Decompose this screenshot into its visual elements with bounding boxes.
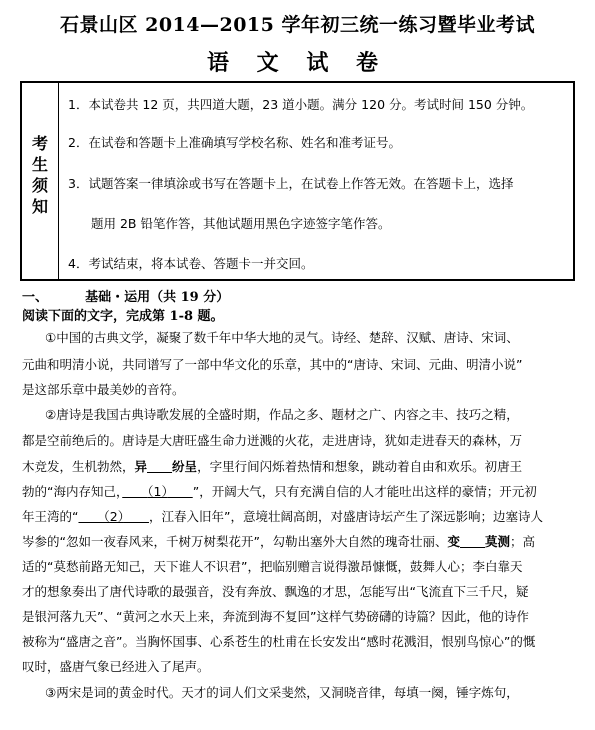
blank-2-label: （2）	[103, 509, 124, 524]
exam-title: 石景山区 2014—2015 学年初三统一练习暨毕业考试	[60, 14, 535, 36]
passage-line	[22, 482, 537, 500]
passage-line: 被称为“盛唐之音”。当胸怀国事、心系苍生的杜甫在长安发出“感时花溅泪，恨别鸟惊心”的慨	[22, 634, 536, 649]
section-heading	[22, 286, 229, 305]
blank-1	[122, 484, 192, 499]
candidate-notice-box	[20, 81, 575, 281]
blank	[147, 459, 172, 474]
notice-item-3-cont: 题用 2B 铅笔作答，其他试题用黑色字迹签字笔作答。	[91, 216, 391, 231]
text-span: 莫测	[485, 534, 511, 549]
text-span: ”，开阔大气，只有充满自信的人才能吐出这样的豪情；开元初	[192, 484, 537, 499]
passage-line: 元曲和明清小说，共同谱写了一部中华文化的乐章，其中的“唐诗、宋词、元曲、明清小说”	[22, 357, 523, 372]
passage-line: ③两宋是词的黄金时代。天才的词人们文采斐然，又洞晓音律，每填一阕，锤字炼句，	[45, 685, 519, 700]
blank-2	[78, 509, 148, 524]
notice-item-3: 3．试题答案一律填涂或书写在答题卡上，在试卷上作答无效。在答题卡上，选择	[68, 176, 514, 191]
text-span: ，江春入旧年”，意境壮阔高朗，对盛唐诗坛产生了深远影响；边塞诗人	[148, 509, 543, 524]
notice-item-2: 2．在试卷和答题卡上准确填写学校名称、姓名和准考证号。	[68, 135, 401, 150]
text-span: ；高	[510, 534, 536, 549]
notice-label-column	[22, 83, 59, 279]
notice-item-4: 4．考试结束，将本试卷、答题卡一并交回。	[68, 256, 314, 271]
blank	[460, 534, 485, 549]
text-span: 纷呈	[172, 459, 198, 474]
passage-line: 都是空前绝后的。唐诗是大唐旺盛生命力迸溅的火花，走进唐诗，犹如走进春天的森林，万	[22, 433, 523, 448]
text-span: 异	[134, 459, 148, 474]
section-instruction: 阅读下面的文字，完成第 1-8 题。	[22, 309, 224, 324]
passage-line	[22, 532, 535, 550]
text-span: 勃的“海内存知己，	[22, 484, 123, 499]
section-name: 基础・运用（共 19 分）	[85, 290, 230, 305]
text-span: ，字里行间闪烁着热情和想象，跳动着自由和欢乐。初唐王	[197, 459, 523, 474]
passage-line: 是银河落九天”、“黄河之水天上来，奔流到海不复回”这样气势磅礴的诗篇？因此，他的诗作	[22, 609, 529, 624]
section-number: 一、	[22, 290, 49, 305]
exam-subtitle: 语 文 试 卷	[207, 50, 388, 76]
passage-line: 叹时，盛唐气象已经进入了尾声。	[22, 659, 210, 674]
passage-line	[22, 507, 543, 525]
passage-line: 适的“莫愁前路无知己，天下谁人不识君”，把临别赠言说得激昂慷慨，鼓舞人心；李白靠天	[22, 559, 523, 574]
passage-line: ②唐诗是我国古典诗歌发展的全盛时期，作品之多、题材之广、内容之丰、技巧之精，	[45, 407, 519, 422]
notice-label-char: 知	[31, 197, 48, 216]
notice-item-1: 1．本试卷共 12 页，共四道大题，23 道小题。满分 120 分。考试时间 150 分钟。	[68, 97, 534, 112]
notice-label	[30, 133, 50, 217]
passage-line	[22, 457, 522, 475]
text-span: 年王湾的“	[22, 509, 79, 524]
notice-label-char: 考	[31, 134, 48, 153]
passage-line: 才的想象奏出了唐代诗歌的最强音，没有奔放、飘逸的才思，怎能写出“飞流直下三千尺，疑	[22, 584, 529, 599]
text-span: 变	[447, 534, 460, 549]
blank-1-label: （1）	[147, 484, 168, 499]
notice-label-char: 须	[31, 176, 48, 195]
passage-line: ①中国的古典文学，凝聚了数千年中华大地的灵气。诗经、楚辞、汉赋、唐诗、宋词、	[45, 330, 519, 345]
notice-label-char: 生	[31, 155, 48, 174]
passage-line: 是这部乐章中最美妙的音符。	[22, 382, 185, 397]
text-span: 岑参的“忽如一夜春风来，千树万树梨花开”，勾勒出塞外大自然的瑰奇壮丽、	[22, 534, 448, 549]
text-span: 木竞发，生机勃然，	[22, 459, 135, 474]
